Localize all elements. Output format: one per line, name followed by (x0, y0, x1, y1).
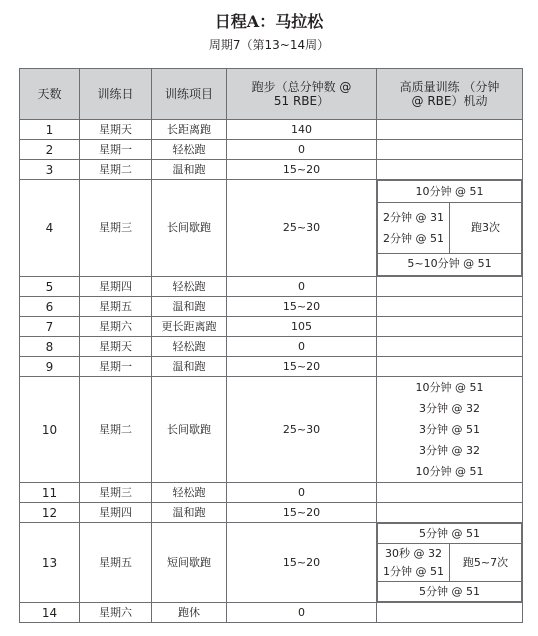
quality-cell (377, 180, 523, 277)
item-cell: 温和跑 (152, 503, 227, 523)
quality-line: 30秒 @ 32 (385, 546, 442, 560)
table-row (20, 297, 523, 317)
run-cell: 140 (227, 120, 377, 140)
run-cell: 0 (227, 277, 377, 297)
quality-line: 3分钟 @ 32 (419, 402, 480, 415)
weekday-cell: 星期一 (80, 140, 152, 160)
table-row (20, 180, 523, 277)
quality-cell (377, 297, 523, 317)
item-cell: 轻松跑 (152, 140, 227, 160)
item-cell: 温和跑 (152, 357, 227, 377)
quality-cell (377, 503, 523, 523)
run-cell: 0 (227, 483, 377, 503)
quality-line: 1分钟 @ 51 (383, 564, 444, 578)
day-cell: 6 (20, 297, 80, 317)
quality-workout-block (377, 523, 522, 602)
quality-line: 2分钟 @ 51 (383, 231, 444, 245)
run-cell: 15~20 (227, 523, 377, 603)
item-cell: 短间歇跑 (152, 523, 227, 603)
item-cell: 长间歇跑 (152, 180, 227, 277)
quality-line: 3分钟 @ 32 (419, 444, 480, 457)
table-row (20, 603, 523, 623)
run-cell: 15~20 (227, 357, 377, 377)
weekday-cell: 星期天 (80, 337, 152, 357)
quality-line: 10分钟 @ 51 (378, 181, 522, 203)
table-row (20, 277, 523, 297)
weekday-cell: 星期六 (80, 603, 152, 623)
quality-cell (377, 377, 523, 483)
table-row (20, 140, 523, 160)
page-subtitle: 周期7（第13~14周） (208, 38, 330, 52)
table-row (20, 357, 523, 377)
quality-line: 5~10分钟 @ 51 (378, 253, 522, 275)
header-quality-line2: @ RBE）机动 (411, 94, 488, 108)
weekday-cell: 星期五 (80, 297, 152, 317)
weekday-cell: 星期天 (80, 120, 152, 140)
table-row (20, 337, 523, 357)
run-cell: 15~20 (227, 503, 377, 523)
day-cell: 14 (20, 603, 80, 623)
weekday-cell: 星期二 (80, 377, 152, 483)
day-cell: 5 (20, 277, 80, 297)
quality-workout-block (377, 180, 522, 276)
header-run-line1: 跑步（总分钟数 @ (251, 80, 352, 94)
quality-cell (377, 120, 523, 140)
table-row (20, 160, 523, 180)
quality-line: 2分钟 @ 31 (383, 210, 444, 224)
day-cell: 1 (20, 120, 80, 140)
header-item: 训练项目 (152, 69, 227, 120)
quality-interval (378, 544, 450, 582)
quality-cell (377, 317, 523, 337)
table-row (20, 483, 523, 503)
run-cell: 15~20 (227, 297, 377, 317)
header-day: 天数 (20, 69, 80, 120)
table-row (20, 503, 523, 523)
weekday-cell: 星期二 (80, 160, 152, 180)
weekday-cell: 星期四 (80, 277, 152, 297)
run-cell: 105 (227, 317, 377, 337)
table-row (20, 377, 523, 483)
header-run-line2: 51 RBE） (273, 94, 330, 108)
day-cell: 10 (20, 377, 80, 483)
run-cell: 0 (227, 337, 377, 357)
day-cell: 4 (20, 180, 80, 277)
run-cell: 25~30 (227, 180, 377, 277)
table-row (20, 317, 523, 337)
header-quality-line1: 高质量训练 （分钟 (399, 80, 500, 94)
day-cell: 12 (20, 503, 80, 523)
quality-line: 5分钟 @ 51 (378, 524, 522, 544)
day-cell: 8 (20, 337, 80, 357)
table-row (20, 523, 523, 603)
item-cell: 轻松跑 (152, 337, 227, 357)
weekday-cell: 星期一 (80, 357, 152, 377)
quality-cell (377, 523, 523, 603)
header-weekday: 训练日 (80, 69, 152, 120)
item-cell: 轻松跑 (152, 277, 227, 297)
day-cell: 9 (20, 357, 80, 377)
day-cell: 11 (20, 483, 80, 503)
training-schedule-table (19, 68, 523, 623)
quality-cell (377, 603, 523, 623)
weekday-cell: 星期三 (80, 483, 152, 503)
run-cell: 0 (227, 603, 377, 623)
item-cell: 温和跑 (152, 297, 227, 317)
quality-interval (378, 203, 450, 254)
day-cell: 2 (20, 140, 80, 160)
weekday-cell: 星期四 (80, 503, 152, 523)
quality-line: 3分钟 @ 51 (419, 423, 480, 436)
run-cell: 25~30 (227, 377, 377, 483)
weekday-cell: 星期六 (80, 317, 152, 337)
table-header-row (20, 69, 523, 120)
header-run (227, 69, 377, 120)
quality-line: 10分钟 @ 51 (415, 465, 484, 478)
quality-cell (377, 357, 523, 377)
quality-line: 5分钟 @ 51 (378, 582, 522, 602)
quality-cell (377, 483, 523, 503)
table-row (20, 120, 523, 140)
quality-line: 10分钟 @ 51 (415, 381, 484, 394)
day-cell: 13 (20, 523, 80, 603)
weekday-cell: 星期五 (80, 523, 152, 603)
quality-cell (377, 337, 523, 357)
header-quality (377, 69, 523, 120)
item-cell: 跑休 (152, 603, 227, 623)
quality-reps: 跑3次 (450, 203, 522, 254)
run-cell: 15~20 (227, 160, 377, 180)
day-cell: 3 (20, 160, 80, 180)
item-cell: 长间歇跑 (152, 377, 227, 483)
day-cell: 7 (20, 317, 80, 337)
page-title: 日程A：马拉松 (214, 12, 324, 31)
item-cell: 更长距离跑 (152, 317, 227, 337)
item-cell: 温和跑 (152, 160, 227, 180)
item-cell: 长距离跑 (152, 120, 227, 140)
item-cell: 轻松跑 (152, 483, 227, 503)
quality-reps: 跑5~7次 (450, 544, 522, 582)
quality-cell (377, 277, 523, 297)
run-cell: 0 (227, 140, 377, 160)
quality-cell (377, 160, 523, 180)
quality-cell (377, 140, 523, 160)
weekday-cell: 星期三 (80, 180, 152, 277)
